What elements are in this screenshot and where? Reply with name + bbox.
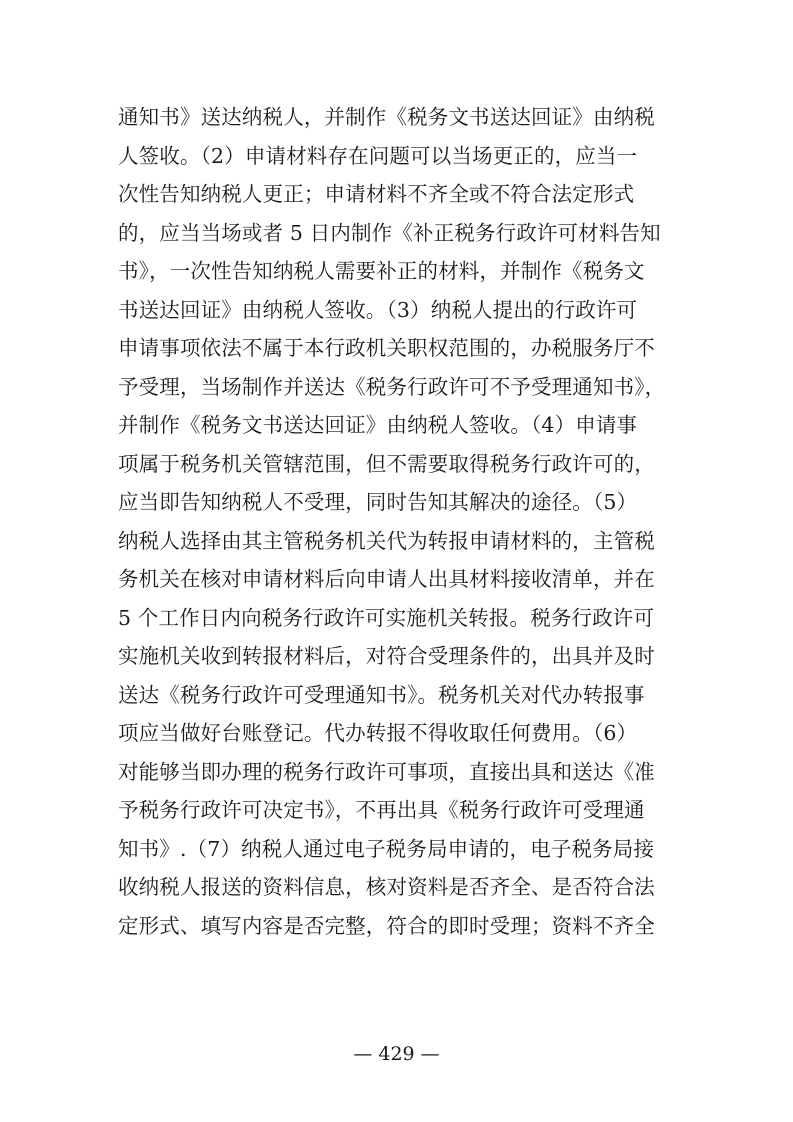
text-line: 应当即告知纳税人不受理，同时告知其解决的途径。（5） bbox=[118, 490, 638, 514]
text-line: 书》，一次性告知纳税人需要补正的材料，并制作《税务文 bbox=[118, 259, 645, 283]
text-line: 务机关在核对申请材料后向申请人出具材料接收清单，并在 bbox=[118, 567, 655, 591]
text-line: 次性告知纳税人更正；申请材料不齐全或不符合法定形式 bbox=[118, 182, 635, 206]
text-line: 收纳税人报送的资料信息，核对资料是否齐全、是否符合法 bbox=[118, 875, 655, 899]
text-line: 送达《税务行政许可受理通知书》。税务机关对代办转报事 bbox=[118, 682, 645, 707]
text-line: 书送达回证》由纳税人签收。（3）纳税人提出的行政许可 bbox=[118, 297, 638, 322]
text-line: 予税务行政许可决定书》，不再出具《税务行政许可受理通 bbox=[118, 798, 645, 822]
body-text bbox=[118, 98, 678, 945]
text-line: 人签收。（2）申请材料存在问题可以当场更正的，应当一 bbox=[118, 143, 638, 168]
text-line: 项应当做好台账登记。代办转报不得收取任何费用。（6） bbox=[118, 721, 638, 745]
text-line: 并制作《税务文书送达回证》由纳税人签收。（4）申请事 bbox=[118, 413, 638, 437]
text-line: 项属于税务机关管辖范围，但不需要取得税务行政许可的， bbox=[118, 451, 655, 476]
text-line: 的，应当当场或者 5 日内制作《补正税务行政许可材料告知 bbox=[118, 220, 661, 245]
text-line: 通知书》送达纳税人，并制作《税务文书送达回证》由纳税 bbox=[118, 105, 655, 129]
text-line: 对能够当即办理的税务行政许可事项，直接出具和送达《准 bbox=[118, 759, 655, 784]
page-number: — 429 — bbox=[353, 1043, 440, 1065]
text-line: 5 个工作日内向税务行政许可实施机关转报。税务行政许可 bbox=[118, 605, 655, 630]
text-line: 实施机关收到转报材料后，对符合受理条件的，出具并及时 bbox=[118, 644, 655, 668]
text-line: 纳税人选择由其主管税务机关代为转报申请材料的，主管税 bbox=[118, 528, 655, 553]
text-line: 定形式、填写内容是否完整，符合的即时受理；资料不齐全 bbox=[118, 913, 655, 938]
text-line: 申请事项依法不属于本行政机关职权范围的，办税服务厅不 bbox=[118, 336, 655, 360]
text-line: 予受理，当场制作并送达《税务行政许可不予受理通知书》， bbox=[118, 374, 666, 399]
text-line: 知书》.（7）纳税人通过电子税务局申请的，电子税务局接 bbox=[118, 836, 655, 861]
